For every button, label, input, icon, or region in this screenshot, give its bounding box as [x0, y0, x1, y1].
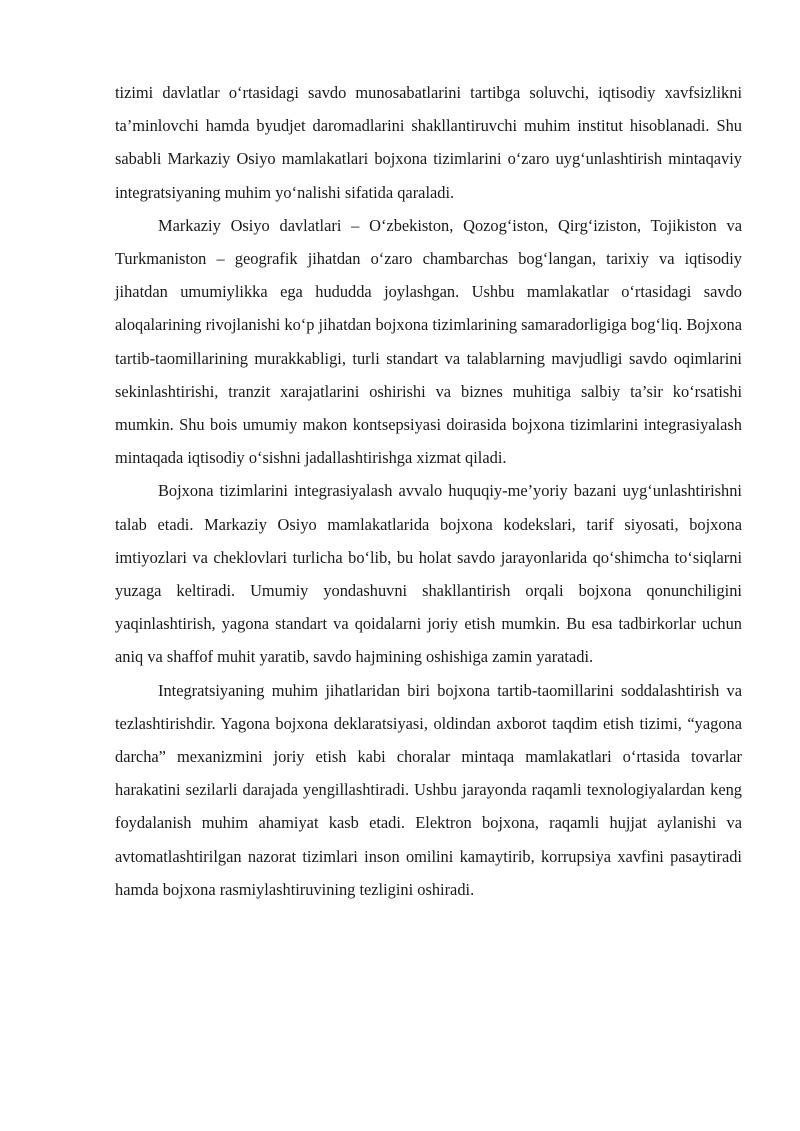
- paragraph-4: Integratsiyaning muhim jihatlaridan biri bojxona tartib-taomillarini soddalashtirish va tezlashtirishdir. Yagona bojxona deklaratsiyasi, oldindan axborot taqdim etish tizimi, “yagona darcha” mexanizmini joriy etish kabi choralar mintaqa mamlakatlari o‘rtasida tovarlar harakatini sezilarli darajada yengillashtiradi. Ushbu jarayonda raqamli texnologiyalardan keng foydalanish muhim ahamiyat kasb etadi. Elektron bojxona, raqamli hujjat aylanishi va avtomatlashtirilgan nazorat tizimlari inson omilini kamaytirib, korrupsiya xavfini pasaytiradi hamda bojxona rasmiylashtiruvining tezligini oshiradi.: [115, 680, 742, 899]
- document-page: [115, 76, 742, 906]
- paragraph-3: Bojxona tizimlarini integrasiyalash avvalo huquqiy-me’yoriy bazani uyg‘unlashtirishni talab etadi. Markaziy Osiyo mamlakatlarida bojxona kodekslari, tarif siyosati, bojxona imtiyozlari va cheklovlari turlicha bo‘lib, bu holat savdo jarayonlarida qo‘shimcha to‘siqlarni yuzaga keltiradi. Umumiy yondashuvni shakllantirish orqali bojxona qonunchiligini yaqinlashtirish, yagona standart va qoidalarni joriy etish mumkin. Bu esa tadbirkorlar uchun aniq va shaffof muhit yaratib, savdo hajmining oshishiga zamin yaratadi.: [115, 481, 742, 667]
- paragraph-1: tizimi davlatlar o‘rtasidagi savdo munosabatlarini tartibga soluvchi, iqtisodiy xavfsizlikni ta’minlovchi hamda byudjet daromadlarini shakllantiruvchi muhim institut hisoblanadi. Shu sababli Markaziy Osiyo mamlakatlari bojxona tizimlarini o‘zaro uyg‘unlashtirish mintaqaviy integratsiyaning muhim yo‘nalishi sifatida qaraladi.: [115, 83, 742, 202]
- paragraph-2: Markaziy Osiyo davlatlari – O‘zbekiston, Qozog‘iston, Qirg‘iziston, Tojikiston va Turkmaniston – geografik jihatdan o‘zaro chambarchas bog‘langan, tarixiy va iqtisodiy jihatdan umumiylikka ega hududda joylashgan. Ushbu mamlakatlar o‘rtasidagi savdo aloqalarining rivojlanishi ko‘p jihatdan bojxona tizimlarining samaradorligiga bog‘liq. Bojxona tartib-taomillarining murakkabligi, turli standart va talablarning mavjudligi savdo oqimlarini sekinlashtirishi, tranzit xarajatlarini oshirishi va biznes muhitiga salbiy ta’sir ko‘rsatishi mumkin. Shu bois umumiy makon kontsepsiyasi doirasida bojxona tizimlarini integrasiyalash mintaqada iqtisodiy o‘sishni jadallashtirishga xizmat qiladi.: [115, 215, 742, 468]
